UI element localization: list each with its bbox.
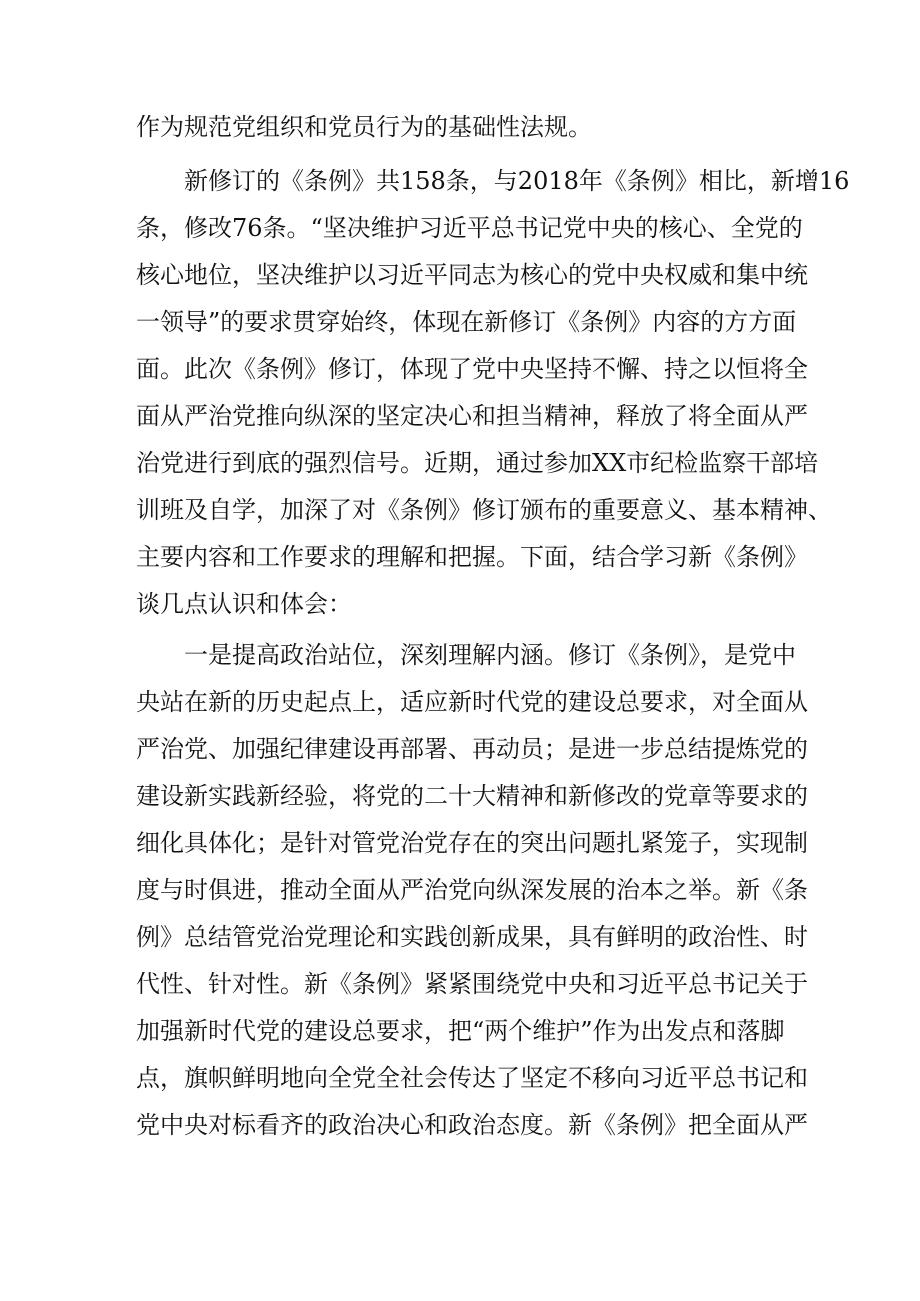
- line-text: 例》总结管党治党理论和实践创新成果，具有鲜明的政治性、时: [136, 923, 808, 951]
- text-line: [0, 820, 920, 867]
- text-line: [0, 252, 920, 299]
- line-text: 一是提高政治站位，深刻理解内涵。修订《条例》，是党中: [184, 641, 796, 669]
- text-line: [0, 679, 920, 726]
- text-line: [0, 534, 920, 581]
- text-line: [0, 158, 920, 205]
- line-text: 核心地位，坚决维护以习近平同志为核心的党中央权威和集中统: [136, 261, 808, 289]
- line-text: 面。此次《条例》修订，体现了党中央坚持不懈、持之以恒将全: [136, 355, 808, 383]
- text-line: [0, 867, 920, 914]
- text-line: [0, 346, 920, 393]
- line-text: 作为规范党组织和党员行为的基础性法规。: [136, 113, 592, 141]
- line-text: 新修订的《条例》共158条，与2018年《条例》相比，新增16: [184, 167, 850, 195]
- text-line: [0, 773, 920, 820]
- line-text: 主要内容和工作要求的理解和把握。下面，结合学习新《条例》: [136, 543, 808, 571]
- text-line: [0, 104, 920, 151]
- text-line: [0, 632, 920, 679]
- text-line: [0, 1008, 920, 1055]
- text-line: [0, 487, 920, 534]
- line-text: 加强新时代党的建设总要求，把“两个维护”作为出发点和落脚: [136, 1017, 785, 1045]
- line-text: 点，旗帜鲜明地向全党全社会传达了坚定不移向习近平总书记和: [136, 1064, 808, 1092]
- line-text: 代性、针对性。新《条例》紧紧围绕党中央和习近平总书记关于: [136, 970, 808, 998]
- text-line: [0, 914, 920, 961]
- text-line: [0, 299, 920, 346]
- line-text: 训班及自学，加深了对《条例》修订颁布的重要意义、基本精神、: [136, 496, 832, 524]
- text-line: [0, 1102, 920, 1149]
- line-text: 严治党、加强纪律建设再部署、再动员；是进一步总结提炼党的: [136, 735, 808, 763]
- line-text: 面从严治党推向纵深的坚定决心和担当精神，释放了将全面从严: [136, 402, 808, 430]
- text-line: [0, 726, 920, 773]
- text-line: [0, 205, 920, 252]
- text-line: [0, 440, 920, 487]
- line-text: 谈几点认识和体会：: [136, 590, 352, 618]
- line-text: 治党进行到底的强烈信号。近期，通过参加XX市纪检监察干部培: [136, 449, 819, 477]
- text-line: [0, 961, 920, 1008]
- line-text: 党中央对标看齐的政治决心和政治态度。新《条例》把全面从严: [136, 1111, 808, 1139]
- line-text: 一领导”的要求贯穿始终，体现在新修订《条例》内容的方方面: [136, 308, 797, 336]
- text-line: [0, 393, 920, 440]
- line-text: 建设新实践新经验，将党的二十大精神和新修改的党章等要求的: [136, 782, 808, 810]
- line-text: 条，修改76条。“坚决维护习近平总书记党中央的核心、全党的: [136, 214, 803, 242]
- line-text: 细化具体化；是针对管党治党存在的突出问题扎紧笼子，实现制: [136, 829, 808, 857]
- text-line: [0, 1055, 920, 1102]
- line-text: 央站在新的历史起点上，适应新时代党的建设总要求，对全面从: [136, 688, 808, 716]
- line-text: 度与时俱进，推动全面从严治党向纵深发展的治本之举。新《条: [136, 876, 808, 904]
- text-line: [0, 581, 920, 628]
